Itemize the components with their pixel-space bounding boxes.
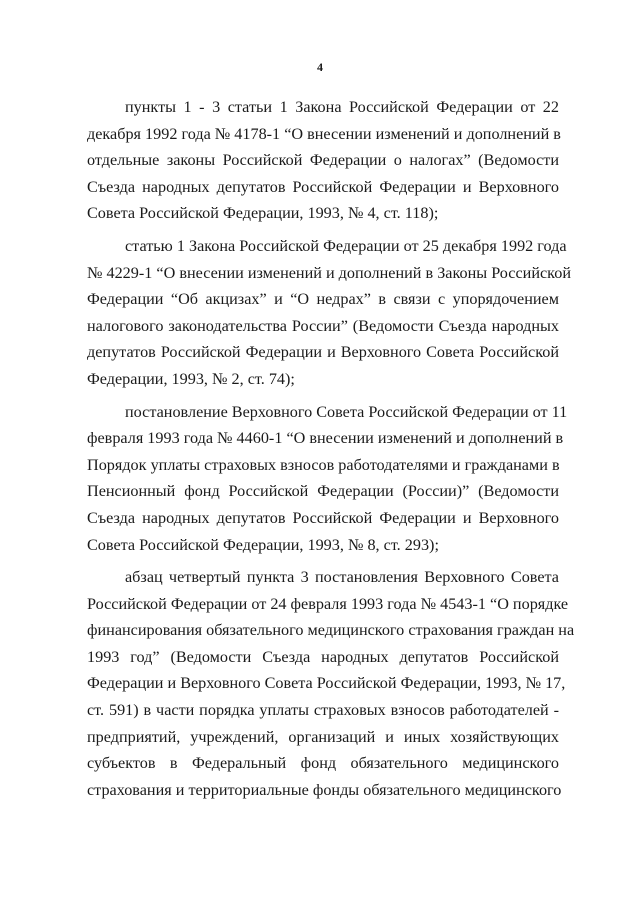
- text-line: Совета Российской Федерации, 1993, № 8, ст. 293);: [87, 535, 439, 554]
- paragraph-3: [87, 399, 568, 559]
- text-line: Федерации “Об акцизах” и “О недрах” в связи с упорядочением: [87, 290, 559, 309]
- text-line: пункты 1 - 3 статьи 1 Закона Российской Федерации от 22: [125, 98, 559, 116]
- text-line: Федерации, 1993, № 2, ст. 74);: [87, 369, 295, 388]
- text-line: депутатов Российской Федерации и Верховного Совета Российской: [87, 343, 559, 362]
- text-line: отдельные законы Российской Федерации о налогах” (Ведомости: [87, 151, 559, 170]
- paragraph-4: [87, 564, 575, 803]
- text-line: 1993 год” (Ведомости Съезда народных депутатов Российской: [87, 647, 559, 666]
- text-line: финансирования обязательного медицинского страхования граждан на: [87, 621, 575, 640]
- text-line: декабря 1992 года № 4178-1 “О внесении изменений и дополнений в: [87, 124, 561, 143]
- text-line: постановление Верховного Совета Российской Федерации от 11: [125, 402, 568, 421]
- text-line: Пенсионный фонд Российской Федерации (России)” (Ведомости: [87, 482, 559, 501]
- paragraph-1: [87, 94, 559, 227]
- text-line: Совета Российской Федерации, 1993, № 4, ст. 118);: [87, 204, 439, 223]
- text-line: № 4229-1 “О внесении изменений и дополнений в Законы Российской: [87, 263, 571, 282]
- text-line: абзац четвертый пункта 3 постановления Верховного Совета: [125, 568, 559, 587]
- text-line: налогового законодательства России” (Ведомости Съезда народных: [87, 316, 559, 335]
- text-line: Порядок уплаты страховых взносов работодателями и гражданами в: [87, 455, 560, 474]
- text-line: страхования и территориальные фонды обязательного медицинского: [87, 780, 562, 799]
- text-line: ст. 591) в части порядка уплаты страховых взносов работодателей -: [87, 701, 559, 720]
- text-line: февраля 1993 года № 4460-1 “О внесении изменений и дополнений в: [87, 429, 564, 448]
- page-number: 4: [317, 60, 323, 74]
- document-body: [87, 94, 575, 809]
- text-line: статью 1 Закона Российской Федерации от 25 декабря 1992 года: [125, 236, 567, 255]
- paragraph-2: [87, 233, 571, 393]
- text-line: предприятий, учреждений, организаций и иных хозяйствующих: [87, 727, 559, 746]
- text-line: Федерации и Верховного Совета Российской Федерации, 1993, № 17,: [87, 674, 566, 693]
- text-line: Съезда народных депутатов Российской Федерации и Верховного: [87, 508, 559, 527]
- text-line: субъектов в Федеральный фонд обязательного медицинского: [87, 754, 559, 773]
- text-line: Съезда народных депутатов Российской Федерации и Верховного: [87, 177, 559, 196]
- text-line: Российской Федерации от 24 февраля 1993 года № 4543-1 “О порядке: [87, 594, 569, 613]
